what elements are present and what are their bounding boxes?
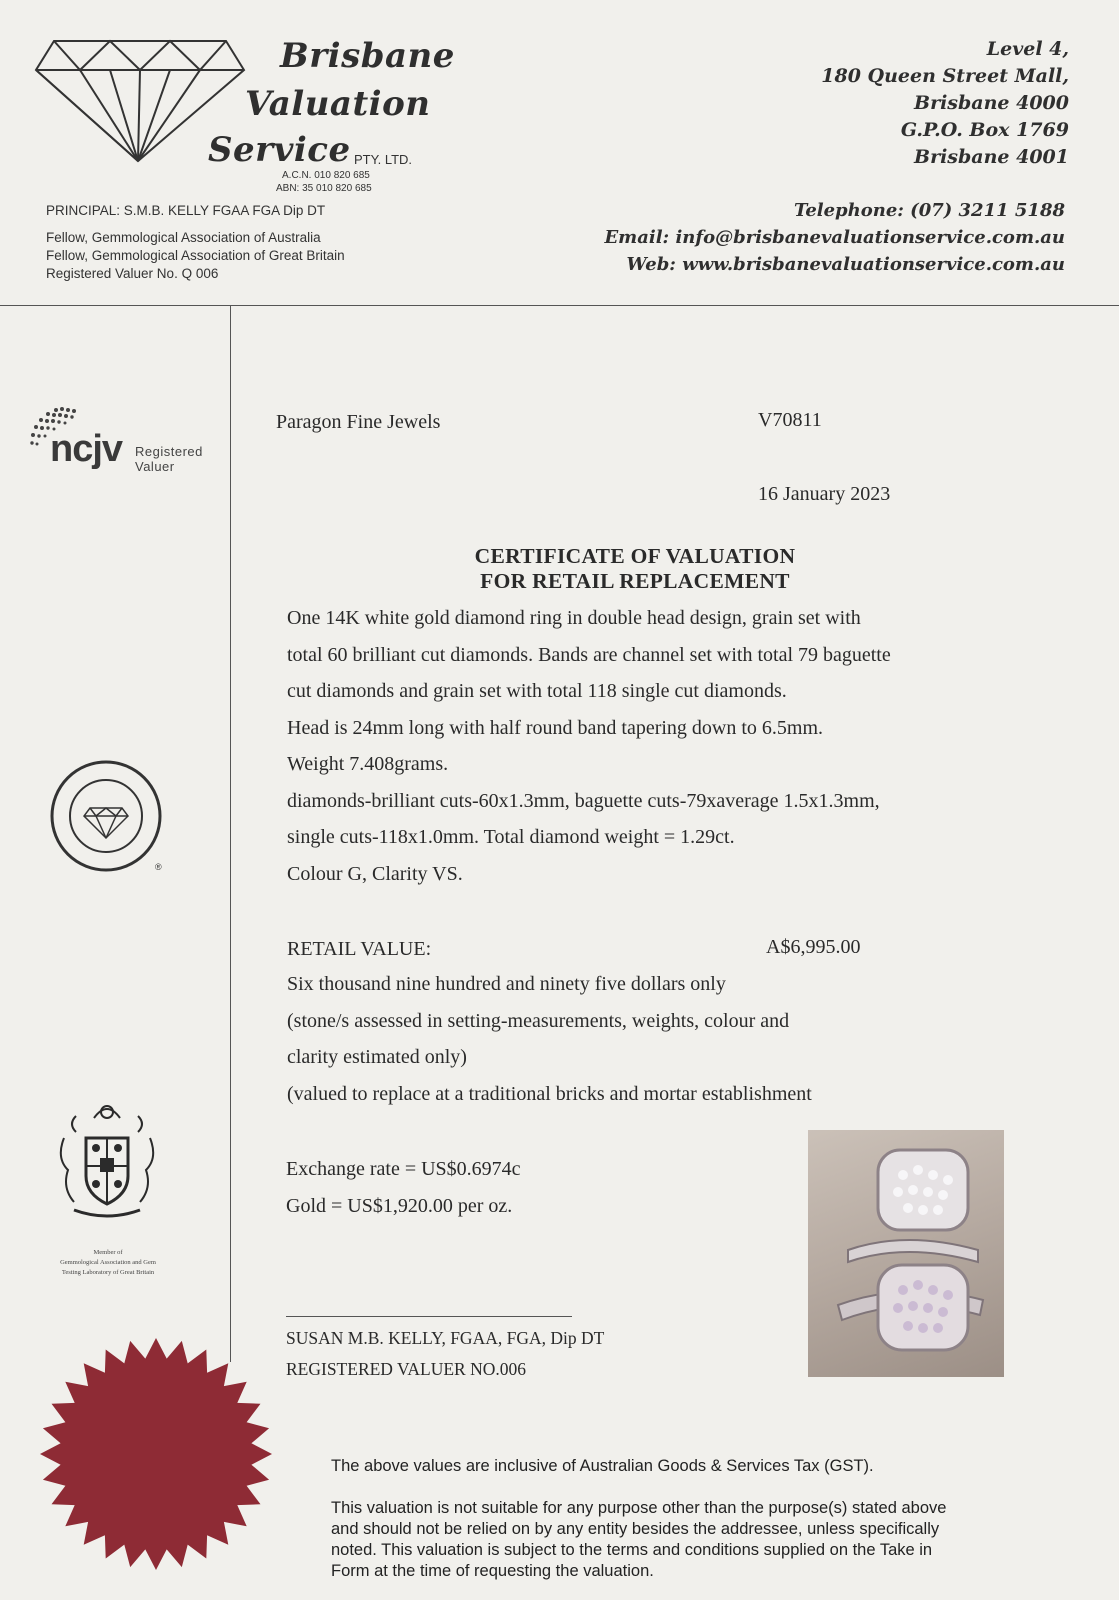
exchange-rate: Exchange rate = US$0.6974c: [286, 1158, 521, 1180]
certificate-title: [390, 544, 880, 594]
value-notes: [287, 966, 812, 1112]
address-line: 180 Queen Street Mall,: [821, 65, 1069, 87]
title-line: CERTIFICATE OF VALUATION: [474, 544, 796, 568]
title-line: FOR RETAIL REPLACEMENT: [480, 569, 790, 593]
description-line: Head is 24mm long with half round band tapering down to 6.5mm.: [287, 716, 824, 739]
ncjv-logo-text: ncjv: [50, 428, 123, 470]
telephone: Telephone: (07) 3211 5188: [793, 200, 1065, 221]
address-line: Brisbane 4001: [914, 146, 1069, 168]
credential-line: Fellow, Gemmological Association of Australia: [46, 230, 321, 245]
gst-note: The above values are inclusive of Australian Goods & Services Tax (GST).: [331, 1457, 874, 1475]
gagtl-caption: [44, 1248, 172, 1278]
credentials: [46, 229, 345, 283]
gagtl-coat-of-arms-icon: [54, 1098, 160, 1226]
credential-line: Registered Valuer No. Q 006: [46, 266, 219, 281]
disclaimer-line: Form at the time of requesting the valuation.: [331, 1562, 654, 1580]
address-line: Level 4,: [986, 38, 1069, 60]
signature-line: [286, 1316, 572, 1317]
item-description: [287, 600, 891, 892]
description-line: diamonds-brilliant cuts-60x1.3mm, baguette cuts-79xaverage 1.5x1.3mm,: [287, 789, 880, 812]
margin-divider: [230, 305, 231, 1362]
address-line: G.P.O. Box 1769: [900, 119, 1069, 141]
caption-line: Member of: [93, 1249, 123, 1256]
company-abn: ABN: 35 010 820 685: [276, 183, 372, 194]
ring-photo-illustration: [808, 1130, 1004, 1377]
red-seal-icon: [38, 1336, 274, 1572]
retail-value-amount: A$6,995.00: [766, 936, 861, 958]
company-name-line-3: Service: [208, 130, 351, 170]
email: Email: info@brisbanevaluationservice.com.au: [604, 227, 1065, 248]
website: Web: www.brisbanevaluationservice.com.au: [626, 254, 1065, 275]
ncjv-sub-line: Valuer: [135, 459, 175, 474]
disclaimer-line: noted. This valuation is subject to the terms and conditions supplied on the Take in: [331, 1541, 933, 1559]
description-line: cut diamonds and grain set with total 118 single cut diamonds.: [287, 680, 787, 702]
contact-block: [604, 197, 1065, 278]
description-line: total 60 brilliant cut diamonds. Bands are channel set with total 79 baguette: [287, 643, 891, 666]
footer: [331, 1456, 1071, 1582]
value-note-line: clarity estimated only): [287, 1046, 467, 1068]
description-line: One 14K white gold diamond ring in double head design, grain set with: [287, 607, 861, 629]
gold-price: Gold = US$1,920.00 per oz.: [286, 1195, 513, 1217]
value-note-line: (valued to replace at a traditional bricks and mortar establishment: [287, 1082, 812, 1105]
credential-line: Fellow, Gemmological Association of Great Britain: [46, 248, 345, 263]
retail-value-label: RETAIL VALUE:: [287, 938, 432, 960]
company-name-line-1: Brisbane: [280, 36, 455, 76]
value-note-line: Six thousand nine hundred and ninety five dollars only: [287, 973, 726, 995]
signatory-name: SUSAN M.B. KELLY, FGAA, FGA, Dip DT: [286, 1328, 605, 1348]
disclaimer-line: and should not be relied on by any entity besides the addressee, unless specifically: [331, 1520, 940, 1538]
address-block: [821, 36, 1069, 171]
valuation-reference: V70811: [758, 409, 822, 431]
ring-photo: [808, 1130, 1004, 1377]
company-name-line-2: Valuation: [245, 84, 431, 124]
ncjv-sub-line: Registered: [135, 444, 203, 459]
client-name: Paragon Fine Jewels: [276, 411, 441, 433]
ncjv-logo-sub: [135, 444, 203, 474]
description-line: Weight 7.408grams.: [287, 753, 449, 775]
company-suffix: PTY. LTD.: [354, 152, 413, 167]
disclaimer-line: This valuation is not suitable for any purpose other than the purpose(s) stated above: [331, 1499, 947, 1517]
svg-text:®: ®: [155, 862, 162, 872]
address-line: Brisbane 4000: [914, 92, 1069, 114]
caption-line: Gemmological Association and Gem: [60, 1259, 156, 1266]
value-note-line: (stone/s assessed in setting-measurements, weights, colour and: [287, 1009, 790, 1032]
description-line: Colour G, Clarity VS.: [287, 862, 463, 885]
company-acn: A.C.N. 010 820 685: [282, 170, 370, 181]
valuer-registration: REGISTERED VALUER NO.006: [286, 1359, 526, 1379]
header-divider: [0, 305, 1119, 306]
valuation-date: 16 January 2023: [758, 483, 891, 505]
description-line: single cuts-118x1.0mm. Total diamond weight = 1.29ct.: [287, 826, 735, 848]
caption-line: Testing Laboratory of Great Britain: [61, 1269, 155, 1276]
gemmological-association-australia-seal-icon: [48, 758, 164, 874]
principal: PRINCIPAL: S.M.B. KELLY FGAA FGA Dip DT: [46, 203, 326, 218]
